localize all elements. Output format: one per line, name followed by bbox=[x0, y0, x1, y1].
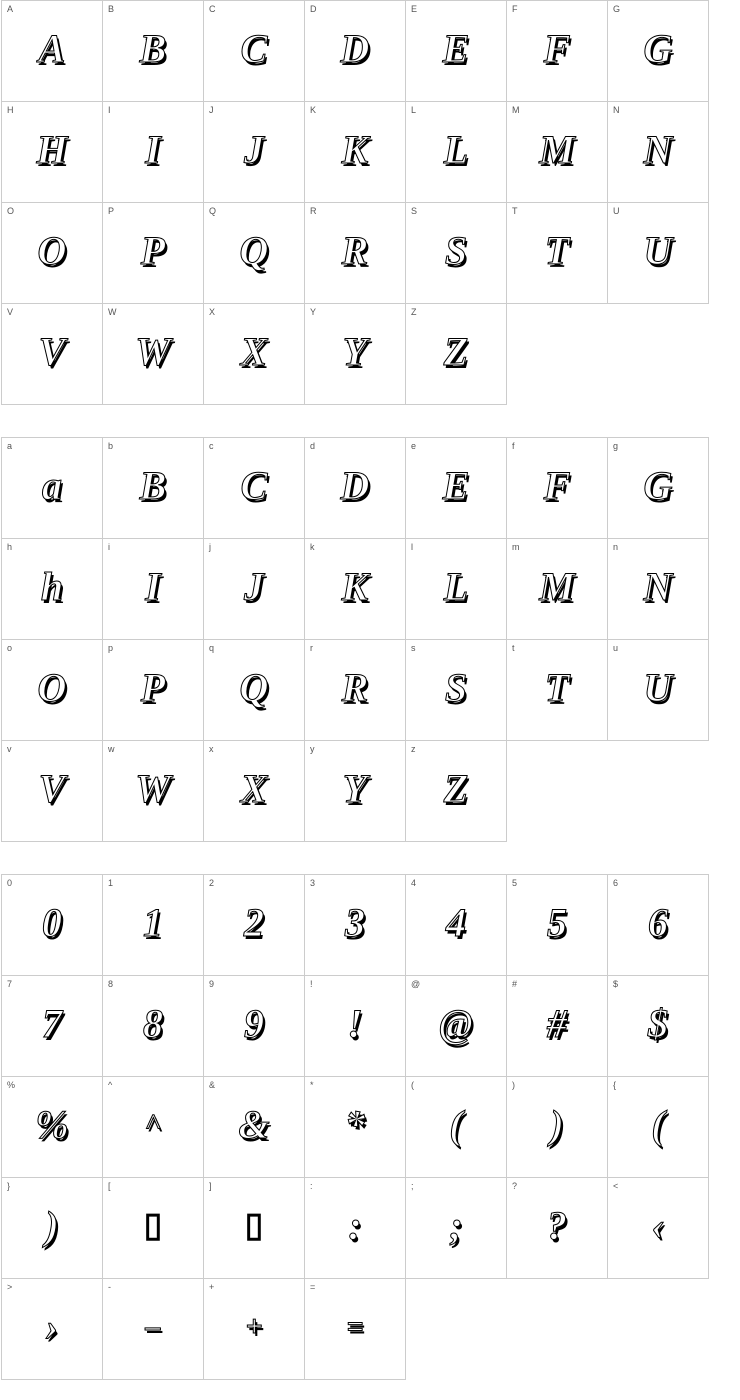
charmap-cell-code: E bbox=[411, 4, 418, 14]
charmap-cell-code: @ bbox=[411, 979, 421, 989]
charmap-cell-glyph: Z bbox=[443, 766, 469, 811]
charmap-cell[interactable] bbox=[305, 741, 406, 842]
charmap-row bbox=[2, 976, 709, 1077]
charmap-row bbox=[2, 1178, 709, 1279]
charmap-cell-glyph: * bbox=[345, 1102, 365, 1147]
charmap-cell[interactable] bbox=[305, 304, 406, 405]
charmap-cell-glyph: U bbox=[643, 665, 673, 710]
charmap-cell-code: X bbox=[209, 307, 216, 317]
charmap-cell[interactable] bbox=[608, 102, 709, 203]
charmap-cell[interactable] bbox=[608, 875, 709, 976]
charmap-cell[interactable] bbox=[305, 539, 406, 640]
charmap-cell[interactable] bbox=[204, 304, 305, 405]
charmap-cell[interactable] bbox=[305, 1, 406, 102]
charmap-cell-glyph: 0 bbox=[42, 900, 62, 945]
charmap-cell-code: [ bbox=[108, 1181, 111, 1191]
charmap-cell-code: : bbox=[310, 1181, 313, 1191]
charmap-cell-glyph: V bbox=[38, 329, 66, 374]
charmap-cell-code: f bbox=[512, 441, 515, 451]
charmap-cell-glyph: = bbox=[346, 1310, 364, 1343]
charmap-cell-code: # bbox=[512, 979, 518, 989]
charmap-cell-code: n bbox=[613, 542, 619, 552]
charmap-cell[interactable] bbox=[204, 539, 305, 640]
charmap-cell-code: O bbox=[7, 206, 15, 216]
charmap-cell-code: I bbox=[108, 105, 111, 115]
charmap-cell[interactable] bbox=[406, 976, 507, 1077]
charmap-cell[interactable] bbox=[204, 438, 305, 539]
charmap-block-gap bbox=[0, 842, 740, 874]
charmap-cell-glyph: T bbox=[544, 228, 570, 273]
charmap-cell-code: % bbox=[7, 1080, 16, 1090]
charmap-cell-glyph: # bbox=[547, 1001, 567, 1046]
charmap-cell-code: 5 bbox=[512, 878, 518, 888]
charmap-cell-code: ; bbox=[411, 1181, 414, 1191]
charmap-table-digits-and-symbols bbox=[1, 874, 709, 1380]
charmap-cell-glyph: S bbox=[444, 228, 468, 273]
charmap-cell-glyph: X bbox=[240, 329, 268, 374]
charmap-cell-glyph: D bbox=[340, 463, 370, 508]
charmap-cell-code: ^ bbox=[108, 1080, 113, 1090]
charmap-cell-code: ( bbox=[411, 1080, 414, 1090]
charmap-cell-code: 7 bbox=[7, 979, 13, 989]
charmap-cell[interactable] bbox=[305, 640, 406, 741]
charmap-cell-glyph: 1 bbox=[143, 900, 163, 945]
charmap-cell-glyph: Y bbox=[342, 329, 368, 374]
charmap-cell-code: q bbox=[209, 643, 215, 653]
charmap-cell-glyph: G bbox=[643, 463, 673, 508]
charmap-cell-code: 8 bbox=[108, 979, 114, 989]
charmap-cell[interactable] bbox=[2, 102, 103, 203]
charmap-cell-code: V bbox=[7, 307, 14, 317]
charmap-cell-glyph: D bbox=[340, 26, 370, 71]
charmap-cell-glyph: h bbox=[40, 564, 64, 609]
charmap-cell-code: w bbox=[108, 744, 115, 754]
charmap-cell[interactable] bbox=[103, 875, 204, 976]
charmap-cell-code: T bbox=[512, 206, 518, 216]
charmap-cell-code: k bbox=[310, 542, 315, 552]
charmap-cell[interactable] bbox=[204, 976, 305, 1077]
charmap-cell-glyph: 7 bbox=[42, 1001, 62, 1046]
charmap-row bbox=[2, 875, 709, 976]
charmap-cell[interactable] bbox=[507, 102, 608, 203]
charmap-cell[interactable] bbox=[507, 438, 608, 539]
charmap-cell-code: A bbox=[7, 4, 14, 14]
charmap-cell-code: b bbox=[108, 441, 114, 451]
charmap-cell[interactable] bbox=[406, 1077, 507, 1178]
charmap-cell[interactable] bbox=[2, 304, 103, 405]
charmap-cell[interactable] bbox=[608, 438, 709, 539]
charmap-cell[interactable] bbox=[305, 976, 406, 1077]
charmap-cell-code: t bbox=[512, 643, 515, 653]
charmap-cell[interactable] bbox=[103, 1, 204, 102]
charmap-cell[interactable] bbox=[204, 741, 305, 842]
charmap-row bbox=[2, 304, 709, 405]
charmap-cell-code: z bbox=[411, 744, 416, 754]
charmap-cell-code: ] bbox=[209, 1181, 212, 1191]
charmap-cell-code: M bbox=[512, 105, 520, 115]
charmap-cell-glyph: : bbox=[348, 1203, 362, 1248]
charmap-cell-glyph: O bbox=[37, 228, 67, 273]
charmap-cell-code: 6 bbox=[613, 878, 619, 888]
charmap-cell[interactable] bbox=[103, 539, 204, 640]
charmap-cell[interactable] bbox=[204, 640, 305, 741]
charmap-table-lowercase bbox=[1, 437, 709, 842]
charmap-cell-code: W bbox=[108, 307, 117, 317]
charmap-cell[interactable] bbox=[305, 1279, 406, 1380]
charmap-cell[interactable] bbox=[2, 976, 103, 1077]
charmap-cell-glyph: L bbox=[443, 127, 469, 172]
charmap-cell[interactable] bbox=[2, 640, 103, 741]
charmap-cell-code: C bbox=[209, 4, 216, 14]
charmap-cell[interactable] bbox=[608, 640, 709, 741]
charmap-cell-glyph: W bbox=[135, 329, 171, 374]
charmap-cell-code: v bbox=[7, 744, 12, 754]
charmap-cell[interactable] bbox=[507, 203, 608, 304]
charmap-cell-code: 3 bbox=[310, 878, 316, 888]
charmap-cell[interactable] bbox=[103, 304, 204, 405]
charmap-cell-glyph: + bbox=[245, 1310, 263, 1343]
charmap-cell-code: l bbox=[411, 542, 413, 552]
charmap-cell-code: U bbox=[613, 206, 620, 216]
charmap-cell-code: u bbox=[613, 643, 619, 653]
charmap-cell-glyph: E bbox=[442, 26, 470, 71]
charmap-cell-glyph: ! bbox=[347, 1001, 363, 1046]
charmap-cell[interactable] bbox=[608, 976, 709, 1077]
charmap-cell[interactable] bbox=[2, 203, 103, 304]
charmap-cell-code: a bbox=[7, 441, 13, 451]
charmap-cell-glyph: ( bbox=[449, 1102, 463, 1147]
charmap-cell-glyph: P bbox=[140, 228, 166, 273]
charmap-cell[interactable] bbox=[305, 438, 406, 539]
charmap-cell-glyph: 9 bbox=[244, 1001, 264, 1046]
charmap-cell-code: j bbox=[209, 542, 211, 552]
charmap-cell-glyph: % bbox=[35, 1102, 69, 1147]
charmap-cell-code: 2 bbox=[209, 878, 215, 888]
charmap-cell[interactable] bbox=[204, 1178, 305, 1279]
charmap-cell-code: d bbox=[310, 441, 316, 451]
charmap-cell-code: = bbox=[310, 1282, 316, 1292]
charmap-cell-code: < bbox=[613, 1181, 619, 1191]
charmap-cell-glyph: – bbox=[145, 1310, 161, 1343]
charmap-cell-code: x bbox=[209, 744, 214, 754]
charmap-cell-code: & bbox=[209, 1080, 216, 1090]
charmap-cell-code: s bbox=[411, 643, 416, 653]
charmap-cell[interactable] bbox=[406, 438, 507, 539]
charmap-cell[interactable] bbox=[507, 1, 608, 102]
charmap-cell[interactable] bbox=[406, 102, 507, 203]
charmap-cell[interactable] bbox=[2, 1178, 103, 1279]
charmap-cell-code: ) bbox=[512, 1080, 515, 1090]
charmap-cell[interactable] bbox=[507, 1077, 608, 1178]
charmap-cell-glyph: S bbox=[444, 665, 468, 710]
charmap-row bbox=[2, 438, 709, 539]
charmap-cell[interactable] bbox=[103, 640, 204, 741]
charmap-cell-glyph: J bbox=[244, 127, 264, 172]
charmap-cell-code: > bbox=[7, 1282, 13, 1292]
charmap-cell[interactable] bbox=[204, 203, 305, 304]
charmap-cell[interactable] bbox=[406, 741, 507, 842]
charmap-cell-glyph: M bbox=[539, 564, 575, 609]
charmap-cell[interactable] bbox=[103, 976, 204, 1077]
charmap-cell-glyph: W bbox=[135, 766, 171, 811]
charmap-cell-glyph: R bbox=[341, 665, 369, 710]
charmap-cell[interactable] bbox=[2, 741, 103, 842]
charmap-cell[interactable] bbox=[2, 1, 103, 102]
charmap-cell[interactable] bbox=[103, 1077, 204, 1178]
charmap-cell[interactable] bbox=[305, 102, 406, 203]
charmap-cell[interactable] bbox=[2, 539, 103, 640]
charmap-cell-glyph: 5 bbox=[547, 900, 567, 945]
charmap-row bbox=[2, 102, 709, 203]
charmap-cell-code: o bbox=[7, 643, 13, 653]
charmap-cell-glyph: V bbox=[38, 766, 66, 811]
charmap-cell-glyph: I bbox=[145, 564, 161, 609]
charmap-cell-glyph: U bbox=[643, 228, 673, 273]
charmap-cell[interactable] bbox=[204, 1279, 305, 1380]
charmap-cell-code: ! bbox=[310, 979, 313, 989]
charmap-cell[interactable] bbox=[2, 875, 103, 976]
charmap-cell-glyph: L bbox=[443, 564, 469, 609]
charmap-cell-glyph: B bbox=[139, 463, 167, 508]
charmap-cell[interactable] bbox=[103, 203, 204, 304]
charmap-cell-empty bbox=[507, 304, 608, 405]
charmap-row bbox=[2, 741, 709, 842]
charmap-cell-code: 1 bbox=[108, 878, 114, 888]
charmap-cell-code: 9 bbox=[209, 979, 215, 989]
charmap-cell-glyph: a bbox=[42, 463, 62, 508]
charmap-cell-glyph: ? bbox=[547, 1203, 567, 1248]
charmap-cell[interactable] bbox=[204, 875, 305, 976]
charmap-cell-glyph: ) bbox=[550, 1102, 564, 1147]
charmap-cell-code: J bbox=[209, 105, 214, 115]
charmap-cell-glyph: ‹ bbox=[651, 1203, 665, 1248]
charmap-cell[interactable] bbox=[406, 1178, 507, 1279]
charmap-cell[interactable] bbox=[608, 1, 709, 102]
charmap-cell-code: S bbox=[411, 206, 418, 216]
charmap-cell[interactable] bbox=[2, 438, 103, 539]
charmap-cell[interactable] bbox=[608, 203, 709, 304]
charmap-cell[interactable] bbox=[507, 875, 608, 976]
charmap-cell-empty bbox=[608, 741, 709, 842]
charmap-cell[interactable] bbox=[204, 102, 305, 203]
charmap-cell-code: L bbox=[411, 105, 417, 115]
charmap-cell-glyph: ^ bbox=[144, 1108, 162, 1141]
charmap-cell[interactable] bbox=[608, 539, 709, 640]
charmap-cell-glyph: 2 bbox=[244, 900, 264, 945]
charmap-cell[interactable] bbox=[103, 1279, 204, 1380]
charmap-cell-code: { bbox=[613, 1080, 617, 1090]
charmap-block-gap bbox=[0, 405, 740, 437]
charmap-cell-code: 4 bbox=[411, 878, 417, 888]
charmap-cell[interactable] bbox=[204, 1077, 305, 1178]
charmap-cell-glyph: Z bbox=[443, 329, 469, 374]
charmap-cell[interactable] bbox=[507, 640, 608, 741]
charmap-row bbox=[2, 1077, 709, 1178]
charmap-cell[interactable] bbox=[305, 1077, 406, 1178]
charmap-cell-code: ? bbox=[512, 1181, 518, 1191]
charmap-cell[interactable] bbox=[507, 539, 608, 640]
charmap-cell-code: m bbox=[512, 542, 520, 552]
charmap-cell-glyph: N bbox=[643, 564, 673, 609]
charmap-cell[interactable] bbox=[2, 1279, 103, 1380]
charmap-cell[interactable] bbox=[103, 102, 204, 203]
charmap-cell-code: i bbox=[108, 542, 110, 552]
charmap-cell-code: Z bbox=[411, 307, 417, 317]
charmap-cell-glyph: M bbox=[539, 127, 575, 172]
charmap-cell-glyph: X bbox=[240, 766, 268, 811]
charmap-cell-glyph: K bbox=[341, 127, 369, 172]
charmap-cell-glyph: O bbox=[37, 665, 67, 710]
charmap-cell-code: y bbox=[310, 744, 315, 754]
charmap-cell-glyph: 6 bbox=[648, 900, 668, 945]
charmap-cell-glyph: Y bbox=[342, 766, 368, 811]
charmap-cell-glyph: P bbox=[140, 665, 166, 710]
charmap-cell-glyph: $ bbox=[648, 1001, 668, 1046]
charmap-cell-glyph: B bbox=[139, 26, 167, 71]
charmap-cell-glyph: ▯ bbox=[143, 1207, 163, 1244]
charmap-cell-code: P bbox=[108, 206, 115, 216]
charmap-cell-glyph: J bbox=[244, 564, 264, 609]
charmap-cell-glyph: C bbox=[240, 463, 268, 508]
charmap-cell[interactable] bbox=[608, 1178, 709, 1279]
charmap-cell-glyph: 8 bbox=[143, 1001, 163, 1046]
charmap-cell-code: Y bbox=[310, 307, 317, 317]
charmap-cell-code: D bbox=[310, 4, 317, 14]
charmap-cell[interactable] bbox=[406, 539, 507, 640]
charmap-row bbox=[2, 640, 709, 741]
charmap-cell-glyph: E bbox=[442, 463, 470, 508]
charmap-cell-glyph: & bbox=[238, 1102, 270, 1147]
charmap-cell[interactable] bbox=[103, 1178, 204, 1279]
charmap-cell-glyph: ; bbox=[449, 1203, 463, 1248]
charmap-cell-code: B bbox=[108, 4, 115, 14]
charmap-cell[interactable] bbox=[305, 875, 406, 976]
charmap-cell-code: K bbox=[310, 105, 317, 115]
charmap-row bbox=[2, 539, 709, 640]
charmap-cell-empty bbox=[507, 1279, 608, 1380]
charmap-cell-code: $ bbox=[613, 979, 619, 989]
charmap-table-uppercase bbox=[1, 0, 709, 405]
charmap-cell-glyph: N bbox=[643, 127, 673, 172]
charmap-cell-code: c bbox=[209, 441, 214, 451]
charmap-cell[interactable] bbox=[103, 438, 204, 539]
charmap-cell-glyph: 3 bbox=[345, 900, 365, 945]
charmap-row bbox=[2, 1, 709, 102]
charmap-cell-empty bbox=[406, 1279, 507, 1380]
charmap-cell-glyph: Q bbox=[239, 228, 269, 273]
charmap-cell-glyph: 4 bbox=[446, 900, 466, 945]
charmap-cell-code: h bbox=[7, 542, 13, 552]
charmap-cell-glyph: ( bbox=[651, 1102, 665, 1147]
charmap-cell[interactable] bbox=[608, 1077, 709, 1178]
charmap-cell-glyph: › bbox=[45, 1304, 59, 1349]
charmap-cell[interactable] bbox=[2, 1077, 103, 1178]
charmap-cell[interactable] bbox=[406, 640, 507, 741]
charmap-cell-code: F bbox=[512, 4, 518, 14]
charmap-cell-code: H bbox=[7, 105, 14, 115]
charmap-cell-glyph: R bbox=[341, 228, 369, 273]
charmap-cell-glyph: T bbox=[544, 665, 570, 710]
charmap-cell-glyph: I bbox=[145, 127, 161, 172]
charmap-cell-glyph: @ bbox=[439, 1001, 473, 1046]
charmap-cell-glyph: G bbox=[643, 26, 673, 71]
charmap-cell-glyph: F bbox=[543, 463, 571, 508]
charmap-cell-code: g bbox=[613, 441, 619, 451]
charmap-cell-code: R bbox=[310, 206, 317, 216]
charmap-cell-glyph: A bbox=[38, 26, 66, 71]
charmap-cell[interactable] bbox=[204, 1, 305, 102]
charmap-cell-glyph: H bbox=[36, 127, 68, 172]
charmap-cell-code: * bbox=[310, 1080, 314, 1090]
charmap-cell-code: - bbox=[108, 1282, 111, 1292]
charmap-cell[interactable] bbox=[406, 203, 507, 304]
charmap-cell-glyph: Q bbox=[239, 665, 269, 710]
charmap-cell-code: Q bbox=[209, 206, 217, 216]
charmap-cell-code: p bbox=[108, 643, 114, 653]
charmap-cell-code: } bbox=[7, 1181, 11, 1191]
charmap-cell-glyph: F bbox=[543, 26, 571, 71]
charmap-cell-code: + bbox=[209, 1282, 215, 1292]
charmap-cell-code: r bbox=[310, 643, 313, 653]
charmap-row bbox=[2, 203, 709, 304]
charmap-cell-glyph: ) bbox=[45, 1203, 59, 1248]
charmap-cell-glyph: C bbox=[240, 26, 268, 71]
charmap-cell[interactable] bbox=[507, 1178, 608, 1279]
charmap-cell-glyph: K bbox=[341, 564, 369, 609]
charmap-cell-glyph: ▯ bbox=[244, 1207, 264, 1244]
charmap-cell-code: e bbox=[411, 441, 417, 451]
charmap-cell-code: N bbox=[613, 105, 620, 115]
charmap-cell-code: G bbox=[613, 4, 621, 14]
charmap-row bbox=[2, 1279, 709, 1380]
charmap-cell[interactable] bbox=[103, 741, 204, 842]
charmap-cell-empty bbox=[608, 304, 709, 405]
charmap-cell[interactable] bbox=[406, 875, 507, 976]
charmap-cell[interactable] bbox=[305, 203, 406, 304]
charmap-cell[interactable] bbox=[406, 304, 507, 405]
charmap-cell[interactable] bbox=[507, 976, 608, 1077]
charmap-cell[interactable] bbox=[305, 1178, 406, 1279]
charmap-cell-empty bbox=[608, 1279, 709, 1380]
charmap-cell-code: 0 bbox=[7, 878, 13, 888]
charmap-cell-empty bbox=[507, 741, 608, 842]
charmap-cell[interactable] bbox=[406, 1, 507, 102]
